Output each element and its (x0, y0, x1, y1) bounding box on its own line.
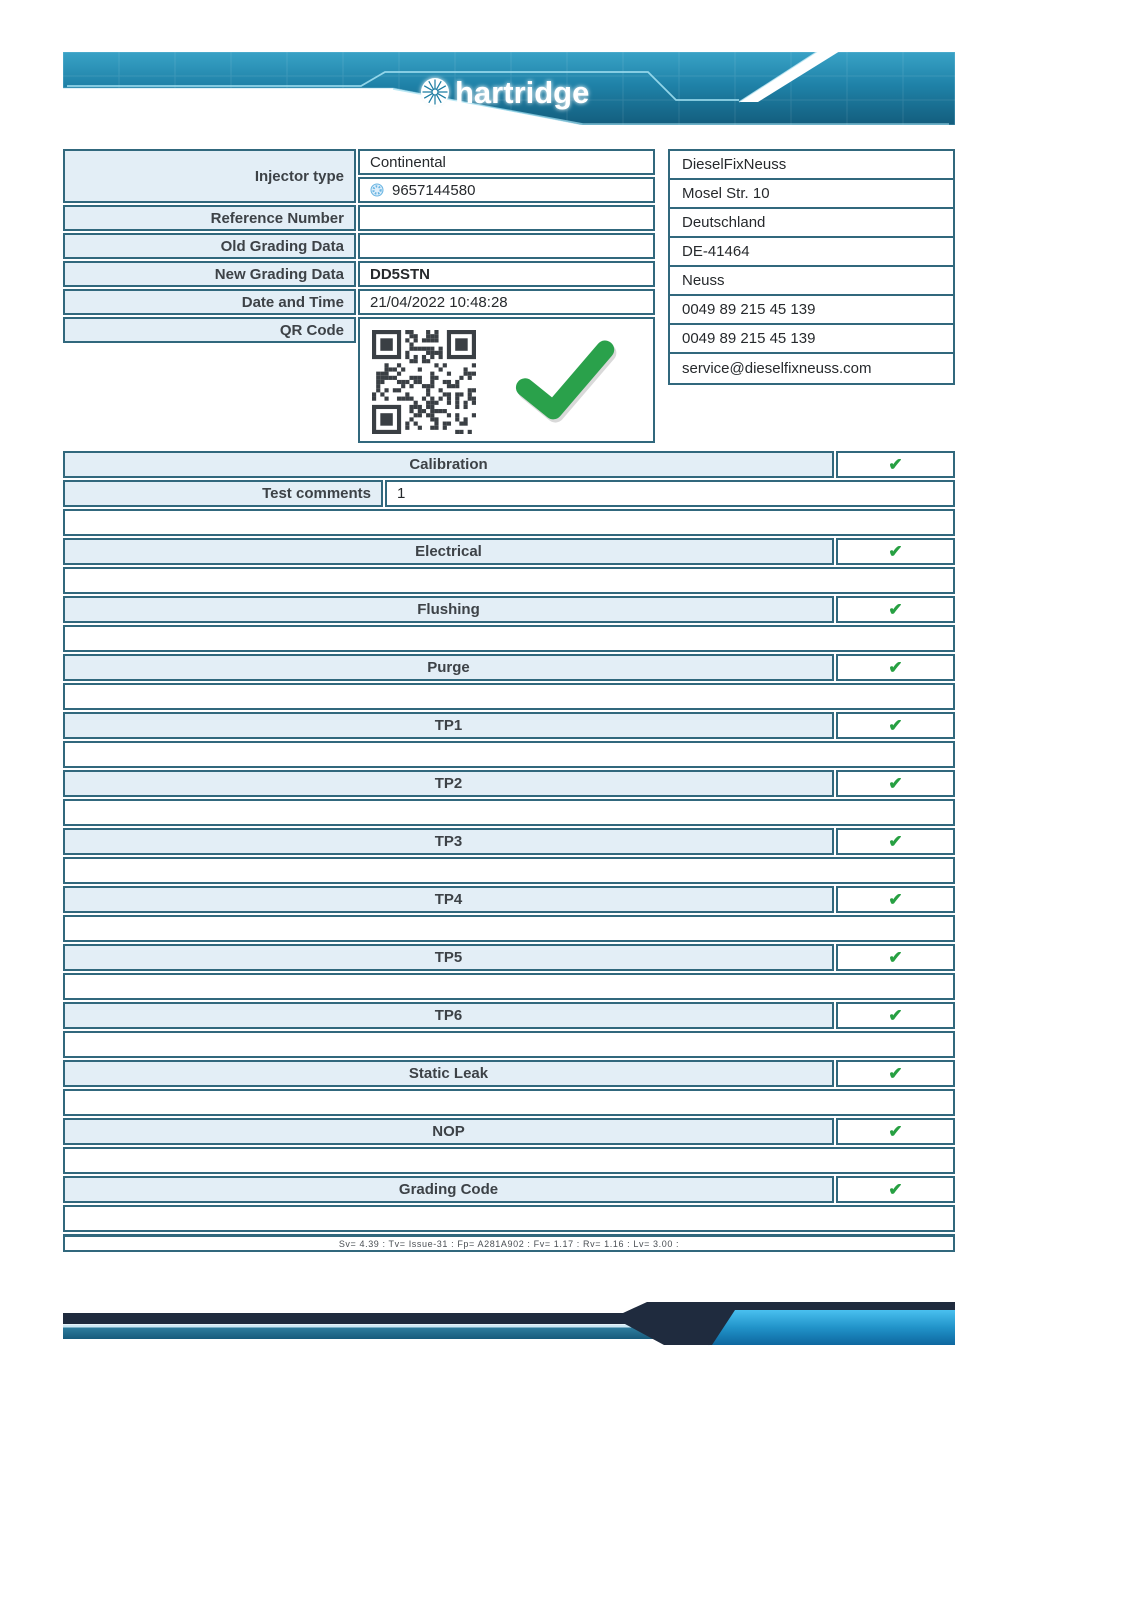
result-section-row (63, 712, 955, 739)
result-section-row (63, 654, 955, 681)
results-table (63, 451, 955, 1252)
contact-row: DieselFixNeuss (670, 151, 953, 180)
section-label: Flushing (63, 596, 834, 623)
check-icon: ✔ (888, 1122, 903, 1141)
section-label: NOP (63, 1118, 834, 1145)
spacer-row (63, 857, 955, 884)
success-check-icon (510, 337, 618, 425)
section-label: TP5 (63, 944, 834, 971)
info-table (63, 149, 655, 445)
section-label: Static Leak (63, 1060, 834, 1087)
info-label: New Grading Data (63, 261, 356, 287)
result-section-row (63, 451, 955, 478)
check-icon: ✔ (888, 1064, 903, 1083)
section-check-cell (836, 886, 955, 913)
info-row-qr (63, 317, 655, 443)
spacer-row (63, 683, 955, 710)
section-check-cell (836, 451, 955, 478)
brand-text: hartridge (455, 75, 590, 110)
info-row (63, 233, 655, 259)
check-icon: ✔ (888, 774, 903, 793)
contact-row: 0049 89 215 45 139 (670, 325, 953, 354)
check-icon: ✔ (888, 948, 903, 967)
check-icon: ✔ (888, 542, 903, 561)
section-label: Electrical (63, 538, 834, 565)
header-banner (63, 52, 955, 125)
result-section-row (63, 770, 955, 797)
info-value-grading: DD5STN (358, 261, 655, 287)
result-section-row (63, 828, 955, 855)
info-value (358, 205, 655, 231)
spacer-row (63, 1205, 955, 1232)
section-check-cell (836, 828, 955, 855)
contact-row: Deutschland (670, 209, 953, 238)
check-icon: ✔ (888, 832, 903, 851)
section-check-cell (836, 712, 955, 739)
result-section-row (63, 596, 955, 623)
result-section-row (63, 538, 955, 565)
check-icon: ✔ (888, 716, 903, 735)
spacer-row (63, 741, 955, 768)
info-row (63, 289, 655, 315)
section-check-cell (836, 1060, 955, 1087)
section-check-cell (836, 770, 955, 797)
info-row-injector-type (63, 149, 655, 203)
info-label: Reference Number (63, 205, 356, 231)
qr-value-cell (358, 317, 655, 443)
contact-table (668, 149, 955, 385)
check-icon: ✔ (888, 455, 903, 474)
injector-number-text: 9657144580 (392, 181, 476, 199)
section-label: Grading Code (63, 1176, 834, 1203)
section-label: TP2 (63, 770, 834, 797)
contact-row: Neuss (670, 267, 953, 296)
section-label: Purge (63, 654, 834, 681)
check-icon: ✔ (888, 658, 903, 677)
info-label: Date and Time (63, 289, 356, 315)
wheel-icon (421, 78, 449, 106)
spacer-row (63, 1089, 955, 1116)
qr-code (372, 330, 476, 434)
injector-make-value: Continental (358, 149, 655, 175)
section-check-cell (836, 538, 955, 565)
info-label: Injector type (63, 149, 356, 203)
footer-blue-block (708, 1310, 955, 1345)
contact-row: 0049 89 215 45 139 (670, 296, 953, 325)
section-label: Calibration (63, 451, 834, 478)
section-check-cell (836, 944, 955, 971)
check-icon: ✔ (888, 890, 903, 909)
test-comments-row (63, 480, 955, 507)
section-check-cell (836, 1002, 955, 1029)
result-section-row (63, 1002, 955, 1029)
section-check-cell (836, 596, 955, 623)
contact-row: service@dieselfixneuss.com (670, 354, 953, 383)
test-comments-value: 1 (385, 480, 955, 507)
spacer-row (63, 973, 955, 1000)
injector-number-value (358, 177, 655, 203)
footer-banner (63, 1298, 955, 1348)
section-label: TP1 (63, 712, 834, 739)
info-row (63, 205, 655, 231)
result-section-row (63, 886, 955, 913)
section-check-cell (836, 654, 955, 681)
spacer-row (63, 915, 955, 942)
wheel-dot-icon (370, 183, 384, 197)
result-section-row (63, 1176, 955, 1203)
test-comments-label: Test comments (63, 480, 383, 507)
contact-row: Mosel Str. 10 (670, 180, 953, 209)
check-icon: ✔ (888, 600, 903, 619)
result-section-row (63, 1060, 955, 1087)
spacer-row (63, 1147, 955, 1174)
section-label: TP6 (63, 1002, 834, 1029)
info-row (63, 261, 655, 287)
version-row: Sv= 4.39 : Tv= Issue-31 : Fp= A281A902 : Fv= 1.17 : Rv= 1.16 : Lv= 3.00 : (63, 1234, 955, 1252)
section-label: TP3 (63, 828, 834, 855)
section-check-cell (836, 1118, 955, 1145)
section-check-cell (836, 1176, 955, 1203)
info-label-qr: QR Code (63, 317, 356, 343)
spacer-row (63, 799, 955, 826)
spacer-row (63, 1031, 955, 1058)
spacer-row (63, 625, 955, 652)
section-label: TP4 (63, 886, 834, 913)
spacer-row (63, 509, 955, 536)
result-section-row (63, 1118, 955, 1145)
info-label: Old Grading Data (63, 233, 356, 259)
check-icon: ✔ (888, 1006, 903, 1025)
spacer-row (63, 567, 955, 594)
info-value (358, 233, 655, 259)
contact-row: DE-41464 (670, 238, 953, 267)
info-value-datetime: 21/04/2022 10:48:28 (358, 289, 655, 315)
result-section-row (63, 944, 955, 971)
footer-light-line (63, 1325, 688, 1328)
check-icon: ✔ (888, 1180, 903, 1199)
footer-teal-strip (63, 1327, 708, 1339)
